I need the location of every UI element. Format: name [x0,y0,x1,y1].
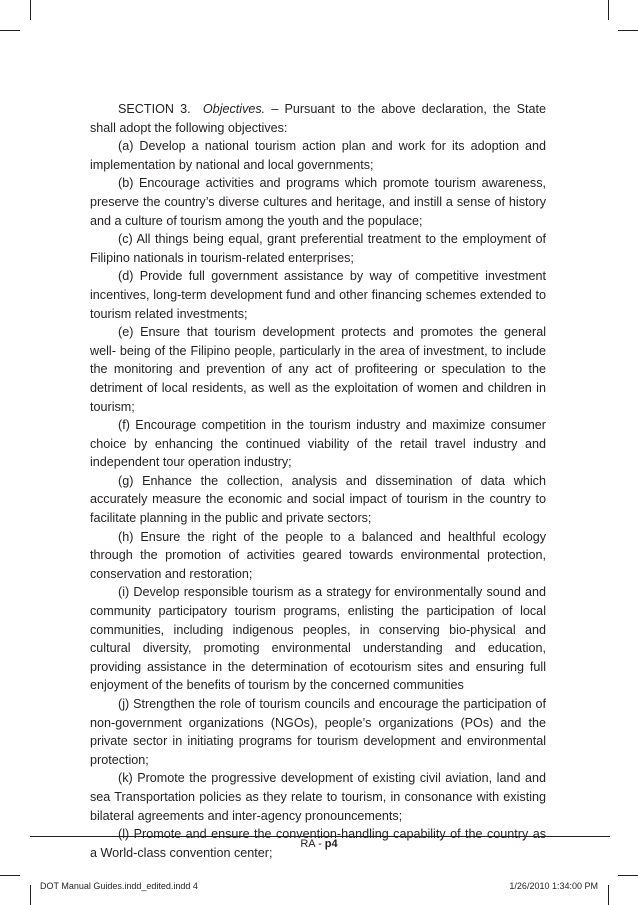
crop-mark [0,30,20,31]
objective-item-j: (j) Strengthen the role of tourism councils and encourage the participation of non-government organizations (NGOs), people’s organizations (POs) and the private sector in initiating programs for tourism development and environmental protection; [90,697,546,767]
objective-item-e: (e) Ensure that tourism development protects and promotes the general well- being of the Filipino people, particularly in the area of investment, to include the monitoring and prevention of any act of profiteering or speculation to the detriment of local residents, as well as the exploitation of women and children in tourism; [90,325,546,414]
objective-item-g: (g) Enhance the collection, analysis and dissemination of data which accurately measure the economic and social impact of tourism in the country to facilitate planning in the public and private sectors; [90,473,546,526]
section-heading [90,100,546,137]
objective-item-d: (d) Provide full government assistance by way of competitive investment incentives, long-term development fund and other financing schemes extended to tourism related investments; [90,269,546,321]
objective-item-i: (i) Develop responsible tourism as a strategy for environmentally sound and community participatory tourism programs, enlisting the participation of local communities, including indigenous peoples, in conserving bio-physical and cultural diversity, promoting environmental understanding and education, providing assistance in the determination of ecotourism sites and ensuring full enjoyment of the benefits of tourism by the concerned communities [90,585,546,693]
objective-item-b: (b) Encourage activities and programs which promote tourism awareness, preserve the country’s diverse cultures and heritage, and instill a sense of history and a culture of tourism among the youth and the populace; [90,176,546,228]
objective-item-f: (f) Encourage competition in the tourism industry and maximize consumer choice by enhancing the continued viability of the retail travel industry and independent tour operation industry; [90,418,546,470]
objective-item-a: (a) Develop a national tourism action plan and work for its adoption and implementation by national and local governments; [90,139,546,172]
footer-divider [30,836,610,837]
crop-mark [30,885,31,905]
crop-mark [608,0,609,20]
page-prefix: RA - [300,838,325,850]
objective-item-c: (c) All things being equal, grant preferential treatment to the employment of Filipino nationals in tourism-related enterprises; [90,232,546,265]
page-number [0,838,638,850]
slug-filename: DOT Manual Guides.indd_edited.indd 4 [40,881,198,891]
page-number-value: p4 [324,838,338,850]
objective-item-l: (l) Promote and ensure the convention-handling capability of the country as a World-class convention center; [90,827,546,860]
objective-item-k: (k) Promote the progressive development of existing civil aviation, land and sea Transportation policies as they relate to tourism, in consonance with existing bilateral agreements and inter-agency pronouncements; [90,771,546,823]
section-intro: – Pursuant to the above declaration, the State shall adopt the following objectives: [90,102,547,135]
document-body [90,100,546,862]
crop-mark [608,885,609,905]
slug-timestamp: 1/26/2010 1:34:00 PM [509,881,598,891]
section-label: SECTION 3. [118,102,191,116]
crop-mark [0,875,20,876]
objective-item-h: (h) Ensure the right of the people to a balanced and healthful ecology through the promotion of activities geared towards environmental protection, conservation and restoration; [90,529,546,581]
crop-mark [618,875,638,876]
objectives-word: Objectives. [202,102,266,116]
crop-mark [618,30,638,31]
crop-mark [30,0,31,20]
